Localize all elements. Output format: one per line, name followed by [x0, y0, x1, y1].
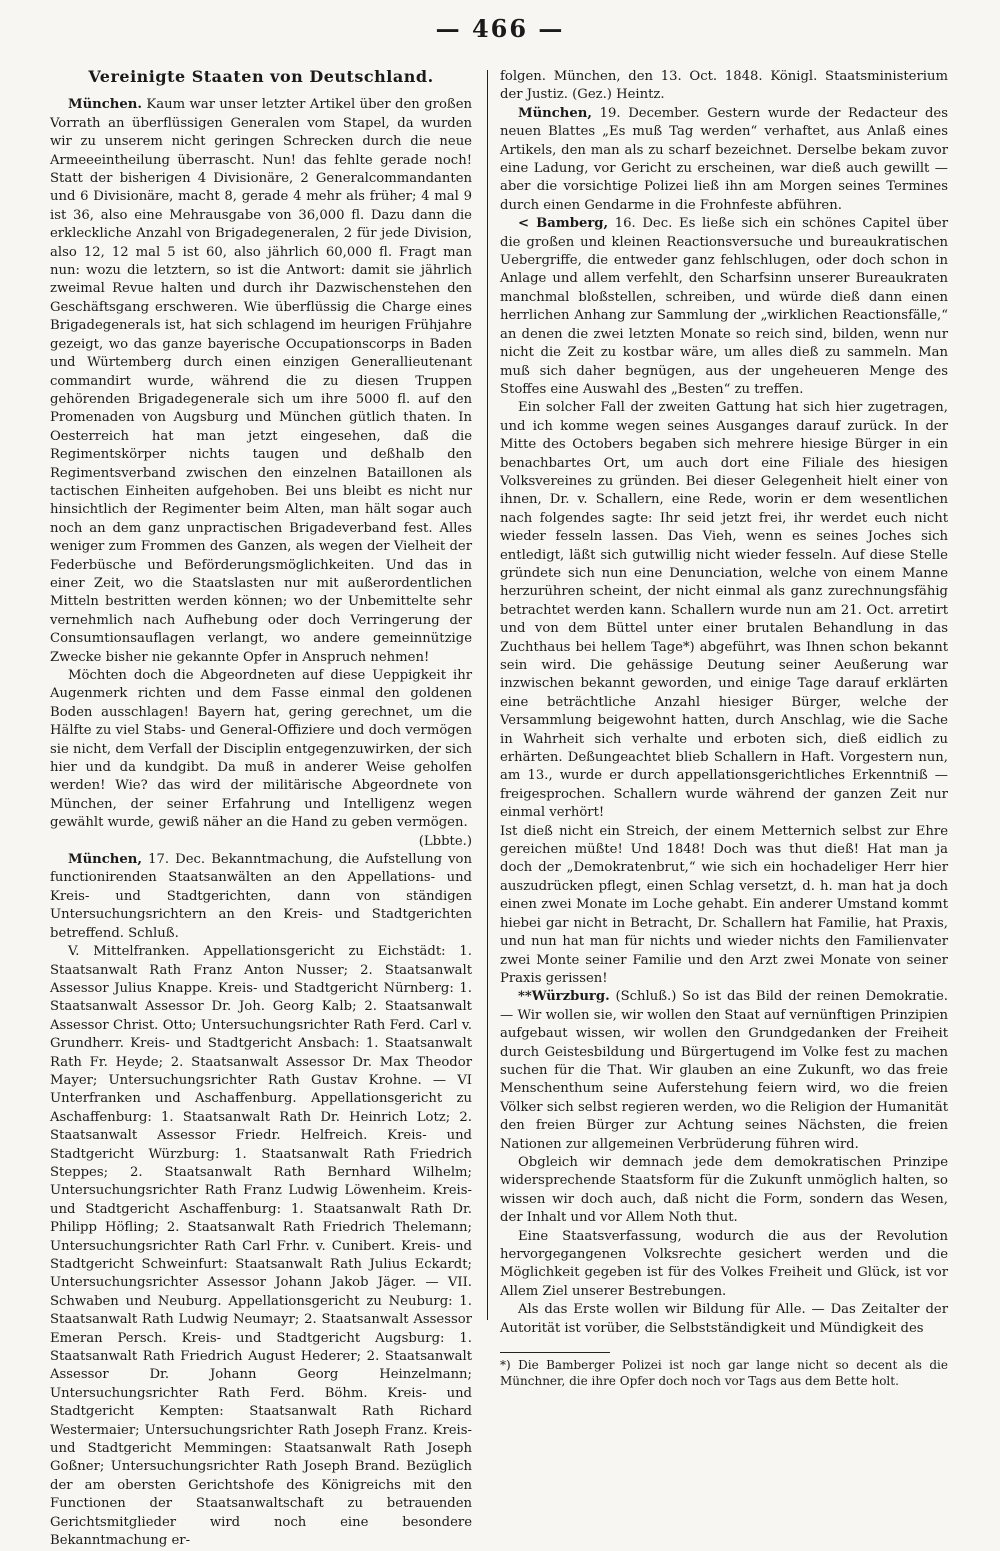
article-paragraph: V. Mittelfranken. Appellationsgericht zu Eichstädt: 1. Staatsanwalt Rath Franz Anton Nusser; 2. Staatsanwalt Assessor Julius Knappe. Kreis- und Stadtgericht Nürnberg: 1. Staatsanwalt Assessor Dr. Joh. Georg Kalb; 2. Staatsanwalt Assessor Christ. Otto; Untersuchungsrichter Rath Ferd. Carl v. Grundherr. Kreis- und Stadtgericht Ansbach: 1. Staatsanwalt Rath Fr. Heyde; 2. Staatsanwalt Assessor Dr. Max Theodor Mayer; Untersuchungsrichter Rath Gustav Krohne. — VI Unterfranken und Aschaffenburg. Appellationsgericht zu Aschaffenburg: 1. Staatsanwalt Rath Dr. Heinrich Lotz; 2. Staatsanwalt Assessor Friedr. Helfreich. Kreis- und Stadtgericht Würzburg: 1. Staatsanwalt Rath Friedrich Steppes; 2. Staatsanwalt Rath Bernhard Wilhelm; Untersuchungsrichter Rath Franz Ludwig Löwenheim. Kreis- und Stadtgericht Aschaffenburg: 1. Staatsanwalt Rath Dr. Philipp Höfling; 2. Staatsanwalt Rath Friedrich Thelemann; Untersuchungsrichter Rath Carl Frhr. v. Cunibert. Kreis- und Stadtgericht Schweinfurt: Staatsanwalt Rath Julius Eckardt; Untersuchungsrichter Assessor Johann Jakob Jäger. — VII. Schwaben und Neuburg. Appellationsgericht zu Neuburg: 1. Staatsanwalt Rath Ludwig Neumayr; 2. Staatsanwalt Assessor Emeran Persch. Kreis- und Stadtgericht Augsburg: 1. Staatsanwalt Rath Friedrich August Hederer; 2. Staatsanwalt Assessor Dr. Johann Georg Heinzelmann; Untersuchungsrichter Rath Ferd. Böhm. Kreis- und Stadtgericht Kempten: Staatsanwalt Rath Richard Westermaier; Untersuchungsrichter Rath Joseph Franz. Kreis- und Stadtgericht Memmingen: Staatsanwalt Rath Joseph Goßner; Untersuchungsrichter Rath Joseph Brand. Bezüglich der am obersten Gerichtshofe des Königreichs mit den Functionen der Staatsanwaltschaft zu betrauenden Gerichtsmitglieder wird noch eine besondere Bekanntmachung er-	[50, 944, 472, 1549]
article-paragraph: Obgleich wir demnach jede dem demokratischen Prinzipe widersprechende Staatsform für die Zukunft unmöglich halten, so wissen wir doch auch, daß nicht die Form, sondern das Wesen, der Inhalt und vor Allem Noth thut.	[500, 1154, 948, 1226]
article-munich-announcement	[50, 851, 472, 943]
dateline-place: < Bamberg,	[518, 216, 609, 232]
article-text: 19. December. Gestern wurde der Redacteur des neuen Blattes „Es muß Tag werden“ verhaftet, aus Anlaß eines Artikels, den man als zu scharf bezeichnet. Derselbe bekam zuvor eine Ladung, vor Gericht zu erscheinen, war dieß auch gewillt — aber die vorsichtige Polizei ließ ihn am Morgen seines Termines durch einen Gendarme in die Frohnfeste abführen.	[500, 105, 948, 213]
article-text: Kaum war unser letzter Artikel über den großen Vorrath an überflüssigen Generalen vom Stapel, da wurden wir zu unserem nicht geringen Schrecken durch die neue Armeeeintheilung überrascht. Nun! das fehlte gerade noch! Statt der bisherigen 4 Divisionäre, 2 Generalcommandanten und 6 Divisionäre, macht 8, gerade 4 mehr als früher; 4 mal 9 ist 36, also eine Mehrausgabe von 36,000 fl. Dazu dann die erkleckliche Anzahl von Brigadegeneralen, 2 für jede Division, also 12, 12 mal 5 ist 60, also jährlich 60,000 fl. Fragt man nun: wozu die letztern, so ist die Antwort: damit sie jährlich zweimal Revue halten und durch ihr Dazwischenstehen den Geschäftsgang erschweren. Wie überflüssig die Charge eines Brigadegenerals ist, hat sich schlagend im heurigen Frühjahre gezeigt, wo das ganze bayerische Occupationscorps in Baden und Würtemberg durch einen einzigen Generallieutenant commandirt wurde, während die zu diesen Truppen gehörenden Brigadegenerale sich um ihre 5000 fl. auf den Promenaden von Augsburg und München gütlich thaten. In Oesterreich hat man jetzt eingesehen, daß die Regimentskörper nichts taugen und deßhalb den Regimentsverband zwischen den einzelnen Bataillonen als tactischen Einheiten aufgehoben. Bei uns bleibt es nicht nur hinsichtlich der Regimenter beim Alten, man hält sogar auch noch an dem ganz unpractischen Brigadeverband fest. Alles weniger zum Frommen des Ganzen, als wegen der Vielheit der Federbüsche und Beförderungsmöglichkeiten. Und das in einer Zeit, wo die Staatslasten nur mit außerordentlichen Mitteln bestritten werden können; wo der Unbemittelte sehr vernehmlich nach Aufhebung oder doch Verringerung der Consumtionsauflagen verlangt, wo andere gemeinnützige Zwecke bisher nie gekannte Opfer in Anspruch nehmen!	[50, 97, 473, 665]
footnote-rule	[500, 1352, 610, 1353]
article-signature: (Lbbte.)	[418, 833, 472, 849]
section-title: Vereinigte Staaten von Deutschland.	[88, 67, 434, 86]
dateline-place: **Würzburg.	[518, 989, 610, 1005]
column-divider	[487, 70, 488, 1320]
article-paragraph: Möchten doch die Abgeordneten auf diese Ueppigkeit ihr Augenmerk richten und dem Fasse einmal den goldenen Boden ausschlagen! Bayern hat, gering gerechnet, um die Hälfte zu viel Stabs- und General-Offiziere und doch vermögen sie nicht, dem Verfall der Disciplin entgegenzuwirken, der sich hier und da kundgibt. Da muß in anderer Weise geholfen werden! Wie? das wird der militärische Abgeordnete von München, der seiner Erfahrung und Intelligenz wegen gewählt wurde, gewiß näher an die Hand zu geben vermögen.	[50, 668, 472, 831]
article-wurzburg	[500, 988, 948, 1154]
article-paragraph: Eine Staatsverfassung, wodurch die aus der Revolution hervorgegangenen Volksrechte gesichert werden und die Möglichkeit gegeben ist für des Volkes Freiheit und Glück, ist vor Allem Ziel unserer Bestrebungen.	[500, 1228, 948, 1299]
article-munich-generals	[50, 96, 472, 667]
dateline-place: München.	[68, 97, 142, 113]
article-paragraph: Ist dieß nicht ein Streich, der einem Metternich selbst zur Ehre gereichen müßte! Und 1848! Doch was thut dieß! Hat man ja doch der „Demokratenbrut,“ wie sich ein hochadeliger Herr hier auszudrücken pflegt, einen Schlag versetzt, d. h. man hat ja doch einen zwei Monate im Loche gehabt. Ein anderer Umstand kommt hiebei gar nicht in Betracht, Dr. Schallern hat Familie, hat Praxis, und nun hat man für nichts und wieder nichts den Familienvater zwei Monte seiner Familie und den Arzt zwei Monate von seiner Praxis gerissen!	[500, 823, 948, 986]
article-bamberg	[500, 215, 948, 399]
page-number: — 466 —	[435, 14, 565, 43]
dateline-place: München,	[68, 852, 142, 868]
article-paragraph: Als das Erste wollen wir Bildung für Alle. — Das Zeitalter der Autorität ist vorüber, die Selbstständigkeit und Mündigkeit des	[500, 1302, 948, 1336]
article-continuation: folgen. München, den 13. Oct. 1848. Königl. Staatsministerium der Justiz. (Gez.) Heintz.	[500, 69, 948, 103]
dateline-place: München,	[518, 105, 592, 121]
article-text: (Schluß.) So ist das Bild der reinen Demokratie. — Wir wollen sie, wir wollen den Staat auf vernünftigen Prinzipien aufgebaut wissen, wir wollen den Grundgedanken der Freiheit durch Geistesbildung und Bürgertugend im Volke fest zu machen suchen für die That. Wir glauben an eine Zukunft, wo das freie Menschenthum seine Auferstehung feiern wird, wo die freien Völker sich selbst regieren werden, wo die Religion der Humanität den freien Bürger zur Achtung seines Nächsten, die freien Nationen zur allgemeinen Verbrüderung führen wird.	[500, 989, 948, 1152]
right-column	[500, 68, 948, 1389]
footnote: *) Die Bamberger Polizei ist noch gar lange nicht so decent als die Münchner, die ihre Opfer doch noch vor Tags aus dem Bette holt.	[500, 1358, 948, 1389]
article-munich-arrest	[500, 105, 948, 215]
article-text: 16. Dec. Es ließe sich ein schönes Capitel über die großen und kleinen Reactionsversuche und bureaukratischen Uebergriffe, die entweder ganz fehlschlugen, oder doch schon in Anlage und allem verfehlt, den Scharfsinn unserer Bureaukraten manchmal bloßstellen, schreiben, und würde dieß dann einen herrlichen Anhang zur Sammlung der „wirklichen Reactionsfälle,“ an denen die zwei letzten Monate so reich sind, bilden, wenn nur nicht die Zeit zu kostbar wäre, um alles dieß zu sammeln. Man muß sich daher begnügen, aus der ungeheueren Menge des Stoffes eine Auswahl des „Besten“ zu treffen.	[500, 216, 948, 397]
article-text: 17. Dec. Bekanntmachung, die Aufstellung von functionirenden Staatsanwälten an den Appellations- und Kreis- und Stadtgerichten, dann von ständigen Untersuchungsrichtern an den Kreis- und Stadtgerichten betreffend. Schluß.	[50, 852, 472, 941]
left-column	[50, 67, 473, 1549]
article-paragraph: Ein solcher Fall der zweiten Gattung hat sich hier zugetragen, und ich komme wegen seines Ausganges darauf zurück. In der Mitte des Octobers begaben sich mehrere hiesige Bürger in ein benachbartes Ort, um auch dort eine Filiale des hiesigen Volksvereines zu gründen. Bei dieser Gelegenheit hielt einer von ihnen, Dr. v. Schallern, eine Rede, worin er dem wesentlichen nach folgendes sagte: Ihr seid jetzt frei, ihr werdet euch nicht wieder fesseln lassen. Das Vieh, wenn es seines Joches sich entledigt, läßt sich gutwillig nicht wieder fesseln. Auf diese Stelle gründete sich nun eine Denunciation, welche von einem Manne herzurühren scheint, der nicht einmal als ganz zurechnungsfähig betrachtet werden kann. Schallern wurde nun am 21. Oct. arretirt und von dem Büttel unter einer brutalen Behandlung in das Zuchthaus bei hellem Tage*) abgeführt, was Ihnen schon bekannt sein wird. Die gehässige Deutung seiner Aeußerung war inzwischen bekannt geworden, und einige Tage darauf erklärten eine beträchtliche Anzahl hiesiger Bürger, welche der Versammlung beigewohnt hatten, durch Anschlag, wie die Sache in Wahrheit sich verhalte und erboten sich, dieß eidlich zu erhärten. Deßungeachtet blieb Schallern in Haft. Vorgestern nun, am 13., wurde er durch appellationsgerichtliches Erkenntniß — freigesprochen. Schallern wurde während der ganzen Zeit nur einmal verhört!	[500, 400, 948, 821]
